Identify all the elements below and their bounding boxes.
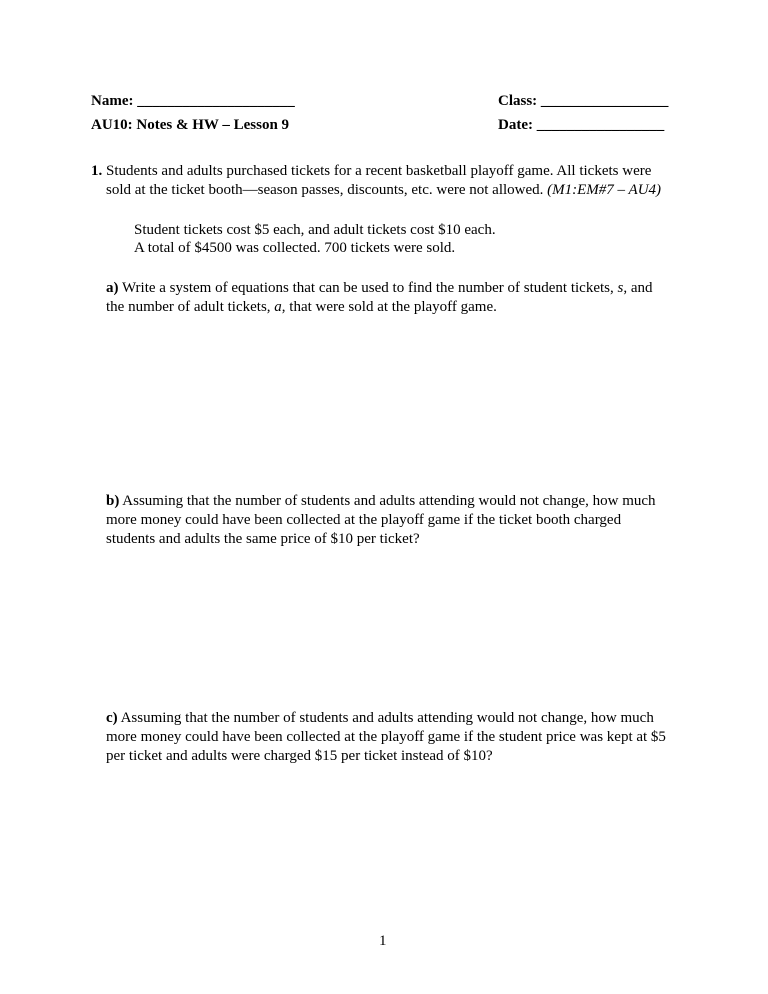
problem-1-intro-line-2 (106, 181, 661, 200)
problem-1-intro-text-1: Students and adults purchased tickets for a recent basketball playoff game. All tickets were (106, 163, 652, 179)
problem-source-reference: (M1:EM#7 – AU4) (547, 182, 662, 198)
part-b-text-1: Assuming that the number of students and adults attending would not change, how much (122, 493, 656, 509)
part-c-line-3: per ticket and adults were charged $15 per ticket instead of $10? (106, 748, 493, 764)
part-c-line-1 (106, 709, 654, 728)
part-c-text-1: Assuming that the number of students and adults attending would not change, how much (120, 710, 654, 726)
part-a-label: a) (106, 280, 119, 296)
problem-1-intro-line-1 (91, 162, 651, 181)
given-info-line-2: A total of $4500 was collected. 700 tickets were sold. (134, 240, 456, 256)
part-a-line-2 (106, 298, 497, 317)
page-number: 1 (379, 933, 387, 949)
worksheet-title: AU10: Notes & HW – Lesson 9 (91, 117, 290, 133)
part-b-line-1 (106, 492, 656, 511)
variable-s: s (617, 280, 624, 296)
part-a-text-1: Write a system of equations that can be used to find the number of student tickets, (121, 280, 618, 296)
part-c-label: c) (106, 710, 118, 726)
variable-a: a (274, 299, 282, 315)
part-a-line-1 (106, 279, 653, 298)
part-a-text-2-end: , that were sold at the playoff game. (281, 299, 497, 315)
part-a-text-2: the number of adult tickets, (106, 299, 275, 315)
part-a-text-1-end: , and (623, 280, 653, 296)
part-b-label: b) (106, 493, 120, 509)
class-field-label: Class: _________________ (498, 93, 669, 109)
part-b-line-2: more money could have been collected at the playoff game if the ticket booth charged (106, 512, 622, 528)
part-b-line-3: students and adults the same price of $10 per ticket? (106, 531, 420, 547)
name-field-label: Name: _____________________ (91, 93, 295, 109)
problem-1-intro-text-2: sold at the ticket booth—season passes, discounts, etc. were not allowed. (106, 182, 544, 198)
part-c-line-2: more money could have been collected at the playoff game if the student price was kept at $5 (106, 729, 666, 745)
problem-number: 1. (91, 163, 103, 179)
given-info-line-1: Student tickets cost $5 each, and adult tickets cost $10 each. (134, 222, 496, 238)
date-field-label: Date: _________________ (498, 117, 665, 133)
